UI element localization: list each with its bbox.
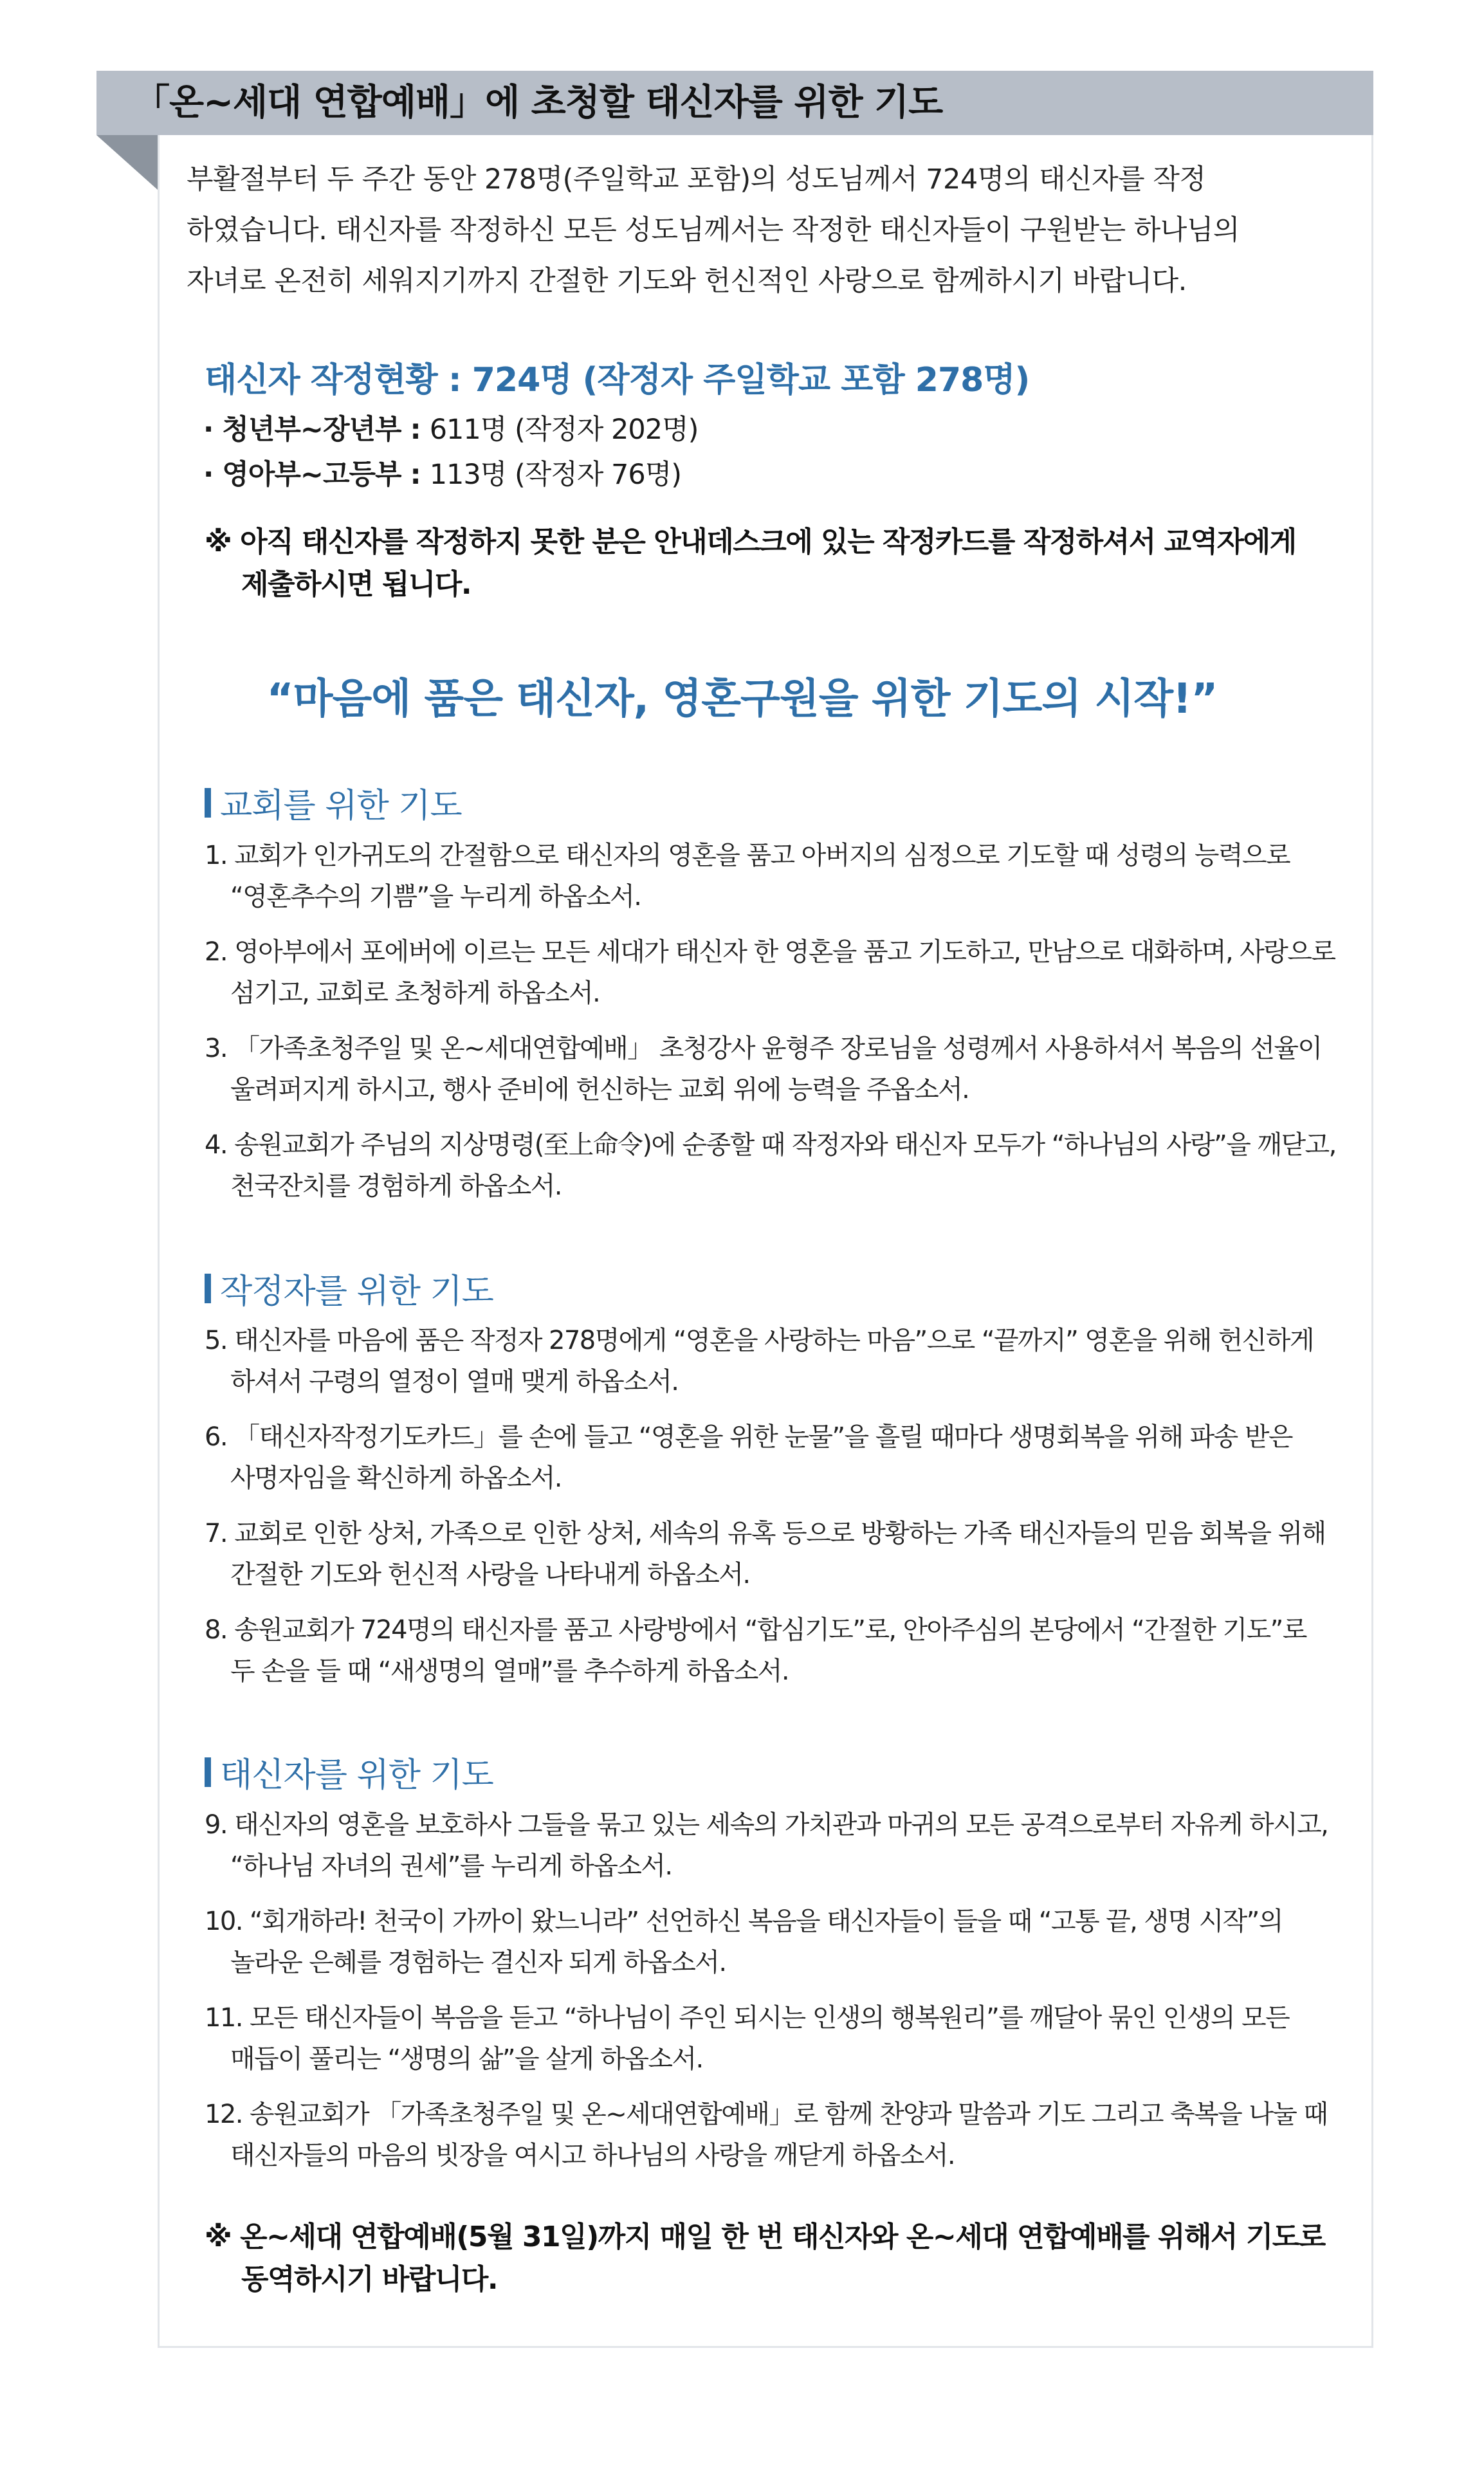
prayer-line: 놀라운 은혜를 경험하는 결신자 되게 하옵소서. (230, 1948, 726, 1977)
intro-line: 부활절부터 두 주간 동안 278명(주일학교 포함)의 성도님께서 724명의 태신자를 작정 (187, 163, 1206, 196)
status-row-value: 611명 (작정자 202명) (429, 414, 699, 446)
section-title-text: 교회를 위한 기도 (220, 787, 462, 825)
prayer-line: 울려퍼지게 하시고, 행사 준비에 헌신하는 교회 위에 능력을 주옵소서. (230, 1075, 969, 1104)
prayer-line: 사명자임을 확신하게 하옵소서. (230, 1463, 562, 1493)
prayer-item (205, 1124, 1362, 1207)
status-row (203, 408, 698, 447)
note-line: ※ 아직 태신자를 작정하지 못한 분은 안내데스크에 있는 작정카드를 작정하셔서 교역자에게 (205, 526, 1296, 558)
prayer-line: 2. 영아부에서 포에버에 이르는 모든 세대가 태신자 한 영혼을 품고 기도하고, 만남으로 대화하며, 사랑으로 (205, 937, 1335, 967)
prayer-item (205, 1320, 1362, 1402)
prayer-item (205, 2094, 1362, 2176)
prayer-line: “하나님 자녀의 권세”를 누리게 하옵소서. (230, 1851, 672, 1881)
note-line: 동역하시기 바랍니다. (241, 2263, 498, 2296)
prayer-line: 12. 송원교회가 「가족초청주일 및 온~세대연합예배」로 함께 찬양과 말씀과 기도 그리고 축복을 나눌 때 (205, 2100, 1328, 2129)
prayer-line: 6. 「태신자작정기도카드」를 손에 들고 “영혼을 위한 눈물”을 흘릴 때마다 생명회복을 위해 파송 받은 (205, 1422, 1292, 1452)
intro-line: 하였습니다. 태신자를 작정하신 모든 성도님께서는 작정한 태신자들이 구원받는 하나님의 (187, 214, 1240, 246)
prayer-line: 간절한 기도와 헌신적 사랑을 나타내게 하옵소서. (230, 1560, 750, 1590)
section-bar-marker (205, 1274, 211, 1303)
slogan: “마음에 품은 태신자, 영혼구원을 위한 기도의 시작!” (266, 675, 1218, 723)
prayer-line: 두 손을 들 때 “새생명의 열매”를 추수하게 하옵소서. (230, 1656, 789, 1686)
intro-paragraph (187, 154, 1357, 307)
note-line: ※ 온~세대 연합예배(5월 31일)까지 매일 한 번 태신자와 온~세대 연합예배를 위해서 기도로 (205, 2221, 1325, 2253)
prayer-line: 1. 교회가 인가귀도의 간절함으로 태신자의 영혼을 품고 아버지의 심정으로 기도할 때 성령의 능력으로 (205, 841, 1290, 870)
section-title (205, 778, 462, 827)
prayer-item (205, 1028, 1362, 1110)
section-title (205, 1264, 493, 1312)
prayer-item (205, 1513, 1362, 1595)
prayer-line: 5. 태신자를 마음에 품은 작정자 278명에게 “영혼을 사랑하는 마음”으로 “끝까지” 영혼을 위해 헌신하게 (205, 1326, 1314, 1355)
page-title: 「온~세대 연합예배」에 초청할 태신자를 위한 기도 (134, 82, 943, 124)
prayer-line: 9. 태신자의 영혼을 보호하사 그들을 묶고 있는 세속의 가치관과 마귀의 모든 공격으로부터 자유케 하시고, (205, 1810, 1328, 1840)
prayer-line: 4. 송원교회가 주님의 지상명령(至上命令)에 순종할 때 작정자와 태신자 모두가 “하나님의 사랑”을 깨닫고, (205, 1130, 1336, 1160)
prayer-line: 하셔서 구령의 열정이 열매 맺게 하옵소서. (230, 1367, 679, 1397)
header-fold-decoration (96, 135, 158, 190)
prayer-line: 3. 「가족초청주일 및 온~세대연합예배」 초청강사 윤형주 장로님을 성령께서 사용하셔서 복음의 선율이 (205, 1034, 1322, 1063)
prayer-item (205, 1416, 1362, 1499)
prayer-line: 8. 송원교회가 724명의 태신자를 품고 사랑방에서 “합심기도”로, 안아주심의 본당에서 “간절한 기도”로 (205, 1615, 1306, 1645)
registration-note (205, 521, 1362, 606)
prayer-line: 10. “회개하라! 천국이 가까이 왔느니라” 선언하신 복음을 태신자들이 들을 때 “고통 끝, 생명 시작”의 (205, 1907, 1283, 1936)
prayer-item (205, 931, 1362, 1014)
note-line: 제출하시면 됩니다. (241, 568, 472, 601)
prayer-line: 섬기고, 교회로 초청하게 하옵소서. (230, 978, 600, 1008)
prayer-line: 매듭이 풀리는 “생명의 삶”을 살게 하옵소서. (230, 2044, 703, 2074)
section-bar-marker (205, 1757, 211, 1787)
status-row-label: · 청년부~장년부 : (203, 414, 430, 446)
status-row-label: · 영아부~고등부 : (203, 459, 430, 491)
status-title: 태신자 작정현황 : 724명 (작정자 주일학교 포함 278명) (205, 361, 1030, 399)
intro-line: 자녀로 온전히 세워지기까지 간절한 기도와 헌신적인 사랑으로 함께하시기 바랍니다. (187, 265, 1187, 297)
status-row-value: 113명 (작정자 76명) (429, 459, 682, 491)
prayer-item (205, 835, 1362, 917)
closing-note (205, 2216, 1362, 2301)
prayer-line: 천국잔치를 경험하게 하옵소서. (230, 1171, 562, 1201)
section-title-text: 작정자를 위한 기도 (220, 1272, 493, 1311)
prayer-line: 태신자들의 마음의 빗장을 여시고 하나님의 사랑을 깨닫게 하옵소서. (230, 2141, 955, 2170)
section-title (205, 1748, 493, 1796)
section-bar-marker (205, 788, 211, 818)
prayer-line: “영혼추수의 기쁨”을 누리게 하옵소서. (230, 882, 641, 912)
prayer-item (205, 1804, 1362, 1887)
prayer-item (205, 1609, 1362, 1692)
prayer-line: 7. 교회로 인한 상처, 가족으로 인한 상처, 세속의 유혹 등으로 방황하는 가족 태신자들의 믿음 회복을 위해 (205, 1519, 1326, 1548)
status-row (203, 453, 681, 492)
prayer-item (205, 1997, 1362, 2080)
prayer-line: 11. 모든 태신자들이 복음을 듣고 “하나님이 주인 되시는 인생의 행복원리”를 깨달아 묶인 인생의 모든 (205, 2003, 1290, 2033)
prayer-item (205, 1901, 1362, 1983)
section-title-text: 태신자를 위한 기도 (220, 1756, 493, 1795)
